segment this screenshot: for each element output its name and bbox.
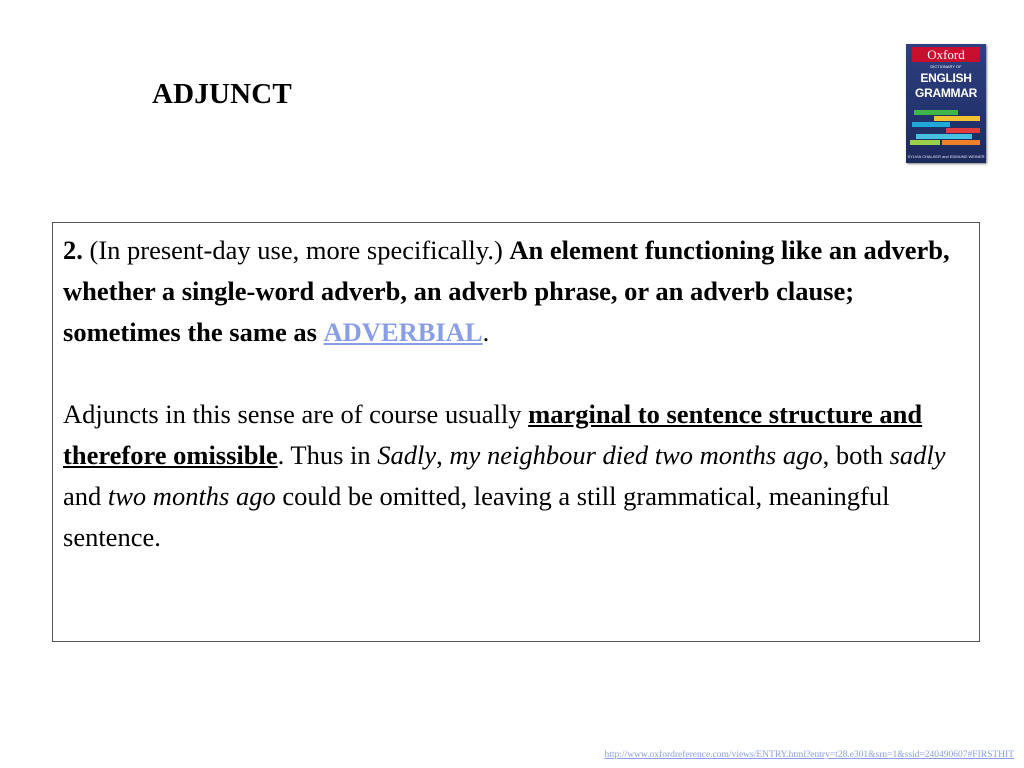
- cover-strip: [916, 134, 972, 139]
- book-cover-image: [906, 44, 986, 163]
- explanation-mid: . Thus in: [277, 440, 378, 470]
- sense-number: 2.: [63, 235, 83, 265]
- definition-paragraph: [63, 230, 969, 353]
- cover-strip: [910, 140, 940, 145]
- definition-text: An element functioning like an adverb, whether a single-word adverb, an adverb phrase, or an adverb clause; sometimes the same as: [63, 235, 950, 347]
- book-title-line1: ENGLISH: [920, 71, 972, 85]
- explanation-start: Adjuncts in this sense are of course usually: [63, 399, 529, 429]
- example-sadly: Sadly: [377, 440, 437, 470]
- explanation-end: could be omitted, leaving a still grammatical, meaningful sentence.: [63, 481, 890, 552]
- explanation-both: , both: [822, 440, 890, 470]
- cover-strip: [912, 122, 950, 127]
- cover-strip: [946, 128, 980, 133]
- example-rest: my neighbour died two months ago: [442, 440, 823, 470]
- explanation-and: and: [63, 481, 108, 511]
- cover-strip: [942, 140, 980, 145]
- cover-strip: [934, 116, 980, 121]
- explanation-paragraph: [63, 394, 969, 558]
- spacer-text: [317, 317, 324, 347]
- slide-title: ADJUNCT: [152, 78, 292, 110]
- word-two-months: two months ago: [107, 481, 276, 511]
- cover-strip: [914, 110, 958, 115]
- key-phrase: marginal to sentence structure and therefore omissible: [63, 399, 923, 470]
- definition-box: [52, 222, 980, 642]
- book-title-line2: GRAMMAR: [915, 86, 977, 100]
- adverbial-link[interactable]: ADVERBIAL: [323, 317, 483, 347]
- oxford-logo: Oxford: [912, 47, 980, 62]
- period-text: .: [482, 317, 490, 347]
- book-authors: SYLVIA CHALKER and EDMUND WEINER: [907, 154, 985, 159]
- sense-note: (In present-day use, more specifically.): [82, 235, 510, 265]
- book-subtitle: DICTIONARY OF: [930, 64, 962, 69]
- source-link[interactable]: http://www.oxfordreference.com/views/ENTRY.html?entry=t28.e301&srn=1&ssid=240490607#FIRSTHIT: [604, 750, 1014, 760]
- word-sadly: sadly: [889, 440, 946, 470]
- example-comma: ,: [436, 440, 443, 470]
